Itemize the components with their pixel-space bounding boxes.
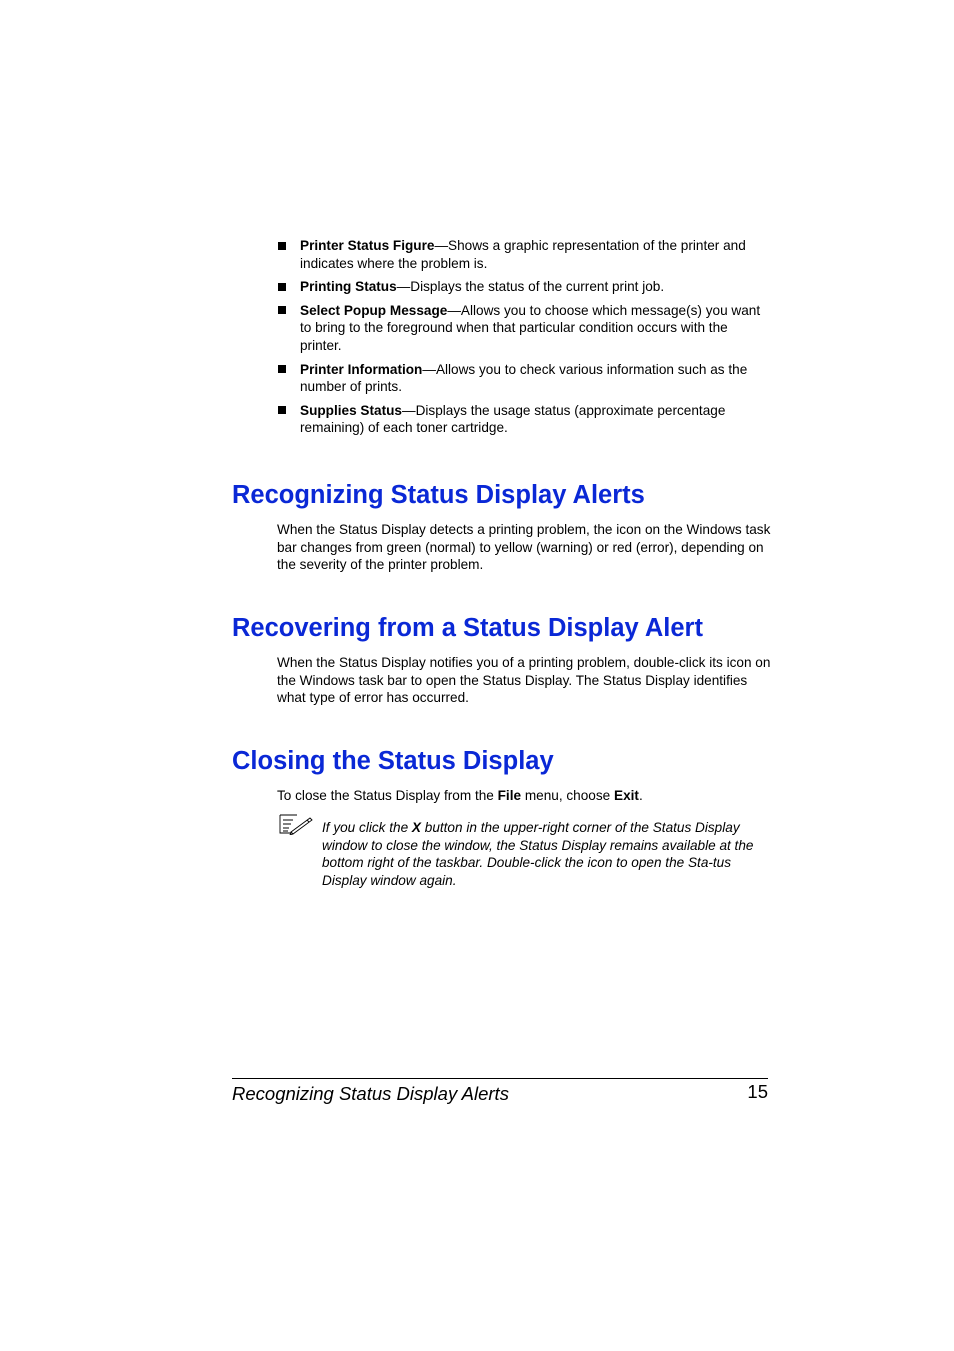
bullet-term: Supplies Status — [300, 402, 402, 418]
square-bullet-icon — [278, 406, 286, 414]
bullet-term: Printer Information — [300, 361, 423, 377]
square-bullet-icon — [278, 242, 286, 250]
note-text-pre: If you click the — [322, 820, 412, 835]
section-heading-recognizing: Recognizing Status Display Alerts — [232, 481, 645, 509]
note-pencil-icon — [279, 813, 313, 835]
bullet-description: —Shows a graphic representation of the printer and indicates where the problem is. — [300, 238, 746, 271]
section-heading-closing: Closing the Status Display — [232, 747, 554, 775]
bullet-item — [277, 361, 772, 396]
bullet-item — [277, 402, 772, 437]
section-body-closing — [277, 787, 772, 805]
section-body-recovering: When the Status Display notifies you of a printing problem, double-click its icon on the Windows task bar to open the Status Display. The Status Display identifies what type of error has occurred. — [277, 655, 771, 706]
exit-command-name: Exit — [614, 788, 639, 803]
bullet-term: Printer Status Figure — [300, 238, 435, 253]
note-text — [322, 819, 772, 890]
note-text-post: button in the upper-right corner of the Status Display window to close the window, the Status Display remains available at the bottom right of the taskbar. Double-click the icon to open the Sta-tus Display window again. — [322, 820, 754, 889]
footer-section-title: Recognizing Status Display Alerts — [232, 1083, 509, 1104]
close-x-key: X — [411, 820, 421, 835]
bullet-term: Printing Status — [300, 279, 397, 295]
bullet-term: Select Popup Message — [300, 302, 448, 318]
square-bullet-icon — [278, 365, 286, 373]
bullet-item — [277, 278, 772, 296]
square-bullet-icon — [278, 283, 286, 291]
bullet-description: —Displays the usage status (approximate percentage remaining) of each toner cartridge. — [300, 402, 726, 436]
bullet-description: —Allows you to choose which message(s) you want to bring to the foreground when that particular condition occurs with the printer. — [300, 302, 761, 353]
bullet-item — [277, 302, 772, 355]
square-bullet-icon — [278, 306, 286, 314]
bullet-description: —Displays the status of the current print job. — [396, 279, 665, 295]
section-body-recognizing: When the Status Display detects a printing problem, the icon on the Windows task bar changes from green (normal) to yellow (warning) or red (error), depending on the severity of the printer problem. — [277, 522, 771, 573]
closing-text-pre: To close the Status Display from the — [277, 788, 498, 803]
bullet-description: —Allows you to check various information such as the number of prints. — [300, 361, 748, 395]
section-heading-recovering: Recovering from a Status Display Alert — [232, 614, 703, 642]
file-menu-name: File — [497, 788, 522, 803]
page-number: 15 — [747, 1081, 768, 1102]
bullet-item — [277, 237, 772, 272]
closing-text-post: . — [638, 788, 643, 803]
closing-text-mid: menu, choose — [521, 788, 614, 803]
footer-divider — [232, 1078, 768, 1079]
feature-bullet-list — [277, 237, 772, 443]
